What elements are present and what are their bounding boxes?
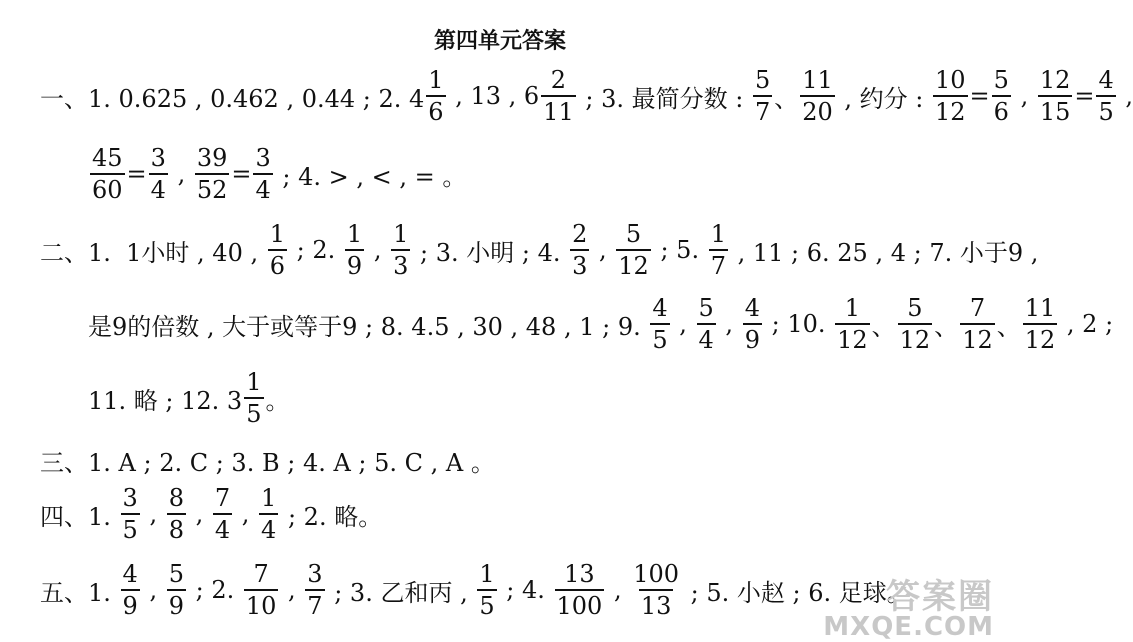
- fraction-numerator: 7: [214, 484, 231, 512]
- fraction-numerator: 5: [754, 66, 771, 94]
- answer-text: ,: [717, 310, 741, 338]
- fraction: [244, 562, 279, 618]
- fraction-numerator: 4: [652, 294, 668, 322]
- answer-text: ,: [141, 576, 165, 604]
- answer-text: ; 3. 最简分数 :: [577, 84, 751, 113]
- fraction: [753, 68, 772, 124]
- answer-text: =: [1074, 82, 1095, 110]
- answer-text: , 约分 :: [836, 84, 931, 113]
- fraction-denominator: 12: [898, 323, 933, 352]
- fraction-numerator: 3: [307, 560, 323, 588]
- answer-text: ; 2.: [289, 236, 343, 264]
- answer-text: ,: [169, 160, 193, 188]
- fraction-numerator: 7: [969, 294, 986, 322]
- answer-text: ,: [1117, 82, 1133, 110]
- fraction: [616, 222, 651, 278]
- fraction: [960, 296, 995, 352]
- answer-text: 三、1. A ; 2. C ; 3. B ; 4. A ; 5. C , A 。: [40, 448, 495, 477]
- fraction-numerator: 3: [150, 144, 166, 172]
- fraction: [1023, 296, 1058, 352]
- fraction-numerator: 8: [168, 484, 184, 512]
- fraction: [213, 486, 232, 542]
- fraction-denominator: 12: [616, 249, 651, 278]
- fraction: [697, 296, 716, 352]
- fraction-denominator: 9: [743, 323, 762, 352]
- answer-text: 。: [265, 386, 290, 415]
- answer-line: [40, 554, 911, 626]
- fraction-numerator: 5: [993, 66, 1009, 94]
- fraction-denominator: 4: [259, 513, 278, 542]
- answer-text: ; 3. 乙和丙 ,: [326, 578, 476, 607]
- fraction-numerator: 1: [710, 220, 726, 248]
- fraction-numerator: 3: [122, 484, 138, 512]
- fraction-denominator: 3: [570, 249, 589, 278]
- answer-text: 、: [934, 312, 959, 341]
- answer-text: 、: [774, 84, 799, 113]
- fraction-numerator: 3: [255, 144, 271, 172]
- fraction-numerator: 2: [572, 220, 588, 248]
- answer-text: ; 4. > , < , = 。: [274, 162, 467, 191]
- answer-text: 、: [871, 312, 896, 341]
- answer-text: 五、1.: [40, 578, 119, 607]
- fraction-numerator: 1: [246, 368, 262, 396]
- watermark-bottom-text: MXQE.COM: [823, 612, 994, 642]
- fraction-numerator: 1: [428, 66, 444, 94]
- fraction-denominator: 60: [90, 173, 125, 202]
- fraction-denominator: 10: [244, 589, 279, 618]
- fraction-denominator: 5: [121, 513, 140, 542]
- fraction-denominator: 12: [835, 323, 870, 352]
- fraction-denominator: 12: [1023, 323, 1058, 352]
- answer-text: , 13 , 6: [447, 82, 540, 110]
- fraction-numerator: 1: [844, 294, 861, 322]
- fraction: [259, 486, 278, 542]
- answer-text: ; 3. 小明 ; 4.: [412, 238, 569, 267]
- fraction-denominator: 100: [555, 589, 605, 618]
- fraction-denominator: 7: [709, 249, 728, 278]
- fraction-denominator: 4: [697, 323, 716, 352]
- answer-text: ; 5. 小赵 ; 6. 足球。: [683, 578, 911, 607]
- fraction: [800, 68, 835, 124]
- fraction-numerator: 45: [92, 144, 123, 172]
- answer-text: ,: [366, 236, 390, 264]
- fraction: [570, 222, 589, 278]
- fraction: [121, 486, 140, 542]
- fraction: [167, 562, 186, 618]
- fraction-denominator: 8: [167, 513, 186, 542]
- fraction-denominator: 5: [1096, 95, 1115, 124]
- fraction: [391, 222, 410, 278]
- watermark-top-text: 答案圈: [886, 577, 994, 617]
- fraction: [992, 68, 1011, 124]
- fraction: [426, 68, 445, 124]
- answer-text: 二、1. 1小时 , 40 ,: [40, 238, 266, 267]
- fraction: [709, 222, 728, 278]
- answer-text: ; 4.: [498, 576, 553, 604]
- fraction-denominator: 7: [305, 589, 324, 618]
- answer-line: [40, 60, 1133, 132]
- fraction: [305, 562, 324, 618]
- fraction-numerator: 2: [550, 66, 567, 94]
- fraction-numerator: 39: [196, 144, 228, 172]
- page-title: 第四单元答案: [433, 29, 566, 54]
- fraction-denominator: 4: [253, 173, 272, 202]
- fraction-numerator: 13: [564, 560, 595, 588]
- fraction-denominator: 20: [800, 95, 835, 124]
- fraction-denominator: 4: [213, 513, 232, 542]
- fraction: [1038, 68, 1073, 124]
- fraction-denominator: 5: [244, 397, 263, 426]
- answer-text: =: [969, 82, 990, 110]
- fraction: [477, 562, 496, 618]
- answer-text: ,: [187, 500, 211, 528]
- fraction: [933, 68, 968, 124]
- fraction: [898, 296, 933, 352]
- answer-text: , 11 ; 6. 25 , 4 ; 7. 小于9 ,: [729, 238, 1039, 267]
- fraction-numerator: 7: [253, 560, 269, 588]
- fraction-numerator: 5: [907, 294, 923, 322]
- fraction: [650, 296, 669, 352]
- fraction-numerator: 1: [261, 484, 277, 512]
- fraction-numerator: 100: [633, 560, 680, 588]
- fraction-numerator: 5: [625, 220, 642, 248]
- answer-line: [88, 288, 1113, 360]
- fraction-numerator: 4: [744, 294, 760, 322]
- answer-text: ; 10.: [763, 310, 834, 338]
- answer-text: =: [231, 160, 252, 188]
- fraction: [631, 562, 681, 618]
- fraction-denominator: 4: [149, 173, 168, 202]
- watermark-logo: [823, 577, 994, 642]
- answer-text: ,: [234, 500, 258, 528]
- fraction-denominator: 5: [477, 589, 496, 618]
- fraction-denominator: 12: [960, 323, 995, 352]
- fraction: [167, 486, 186, 542]
- answer-text: , 2 ;: [1059, 310, 1114, 338]
- fraction-numerator: 12: [1039, 66, 1071, 94]
- answer-text: 、: [996, 312, 1021, 341]
- fraction: [149, 146, 168, 202]
- fraction-numerator: 5: [168, 560, 184, 588]
- fraction-denominator: 6: [268, 249, 287, 278]
- fraction-numerator: 4: [1098, 66, 1114, 94]
- fraction-numerator: 1: [393, 220, 409, 248]
- fraction-denominator: 9: [121, 589, 140, 618]
- fraction-denominator: 6: [992, 95, 1011, 124]
- fraction: [835, 296, 870, 352]
- answer-text: ; 2.: [187, 576, 242, 604]
- fraction-numerator: 1: [346, 220, 363, 248]
- fraction-denominator: 9: [167, 589, 186, 618]
- fraction-denominator: 6: [426, 95, 445, 124]
- answer-line: [40, 214, 1038, 286]
- answer-text: ,: [591, 236, 615, 264]
- answer-text: 11. 略 ; 12. 3: [88, 386, 243, 415]
- fraction-numerator: 10: [935, 66, 966, 94]
- answer-text: 四、1.: [40, 502, 119, 531]
- fraction: [195, 146, 230, 202]
- answer-line: [88, 138, 466, 210]
- fraction: [345, 222, 364, 278]
- fraction-numerator: 5: [698, 294, 714, 322]
- fraction-numerator: 11: [1024, 294, 1056, 322]
- fraction-denominator: 13: [639, 589, 674, 618]
- fraction-denominator: 7: [753, 95, 772, 124]
- fraction-numerator: 11: [802, 66, 833, 94]
- answer-text: ; 5.: [652, 236, 707, 264]
- answer-text: ,: [606, 576, 630, 604]
- fraction-denominator: 3: [391, 249, 410, 278]
- fraction: [253, 146, 272, 202]
- answer-text: ,: [141, 500, 165, 528]
- answer-text: =: [126, 160, 147, 188]
- fraction: [90, 146, 125, 202]
- answer-text: 是9的倍数 , 大于或等于9 ; 8. 4.5 , 30 , 48 , 1 ; 9.: [88, 312, 649, 341]
- answer-line: [40, 478, 382, 550]
- fraction-denominator: 12: [933, 95, 968, 124]
- answer-text: ,: [280, 576, 304, 604]
- fraction: [268, 222, 287, 278]
- answer-text: ,: [1012, 82, 1036, 110]
- fraction-numerator: 1: [479, 560, 495, 588]
- answer-text: ,: [671, 310, 695, 338]
- fraction: [555, 562, 605, 618]
- fraction-denominator: 52: [195, 173, 230, 202]
- fraction: [743, 296, 762, 352]
- fraction-denominator: 15: [1038, 95, 1073, 124]
- fraction: [1096, 68, 1115, 124]
- fraction-denominator: 5: [650, 323, 669, 352]
- fraction: [244, 370, 263, 426]
- fraction-numerator: 1: [269, 220, 286, 248]
- fraction-numerator: 4: [122, 560, 138, 588]
- fraction-denominator: 9: [345, 249, 364, 278]
- fraction: [541, 68, 576, 124]
- fraction-denominator: 11: [541, 95, 576, 124]
- fraction: [121, 562, 140, 618]
- answer-text: 一、1. 0.625 , 0.462 , 0.44 ; 2. 4: [40, 84, 425, 113]
- answer-text: ; 2. 略。: [280, 502, 383, 531]
